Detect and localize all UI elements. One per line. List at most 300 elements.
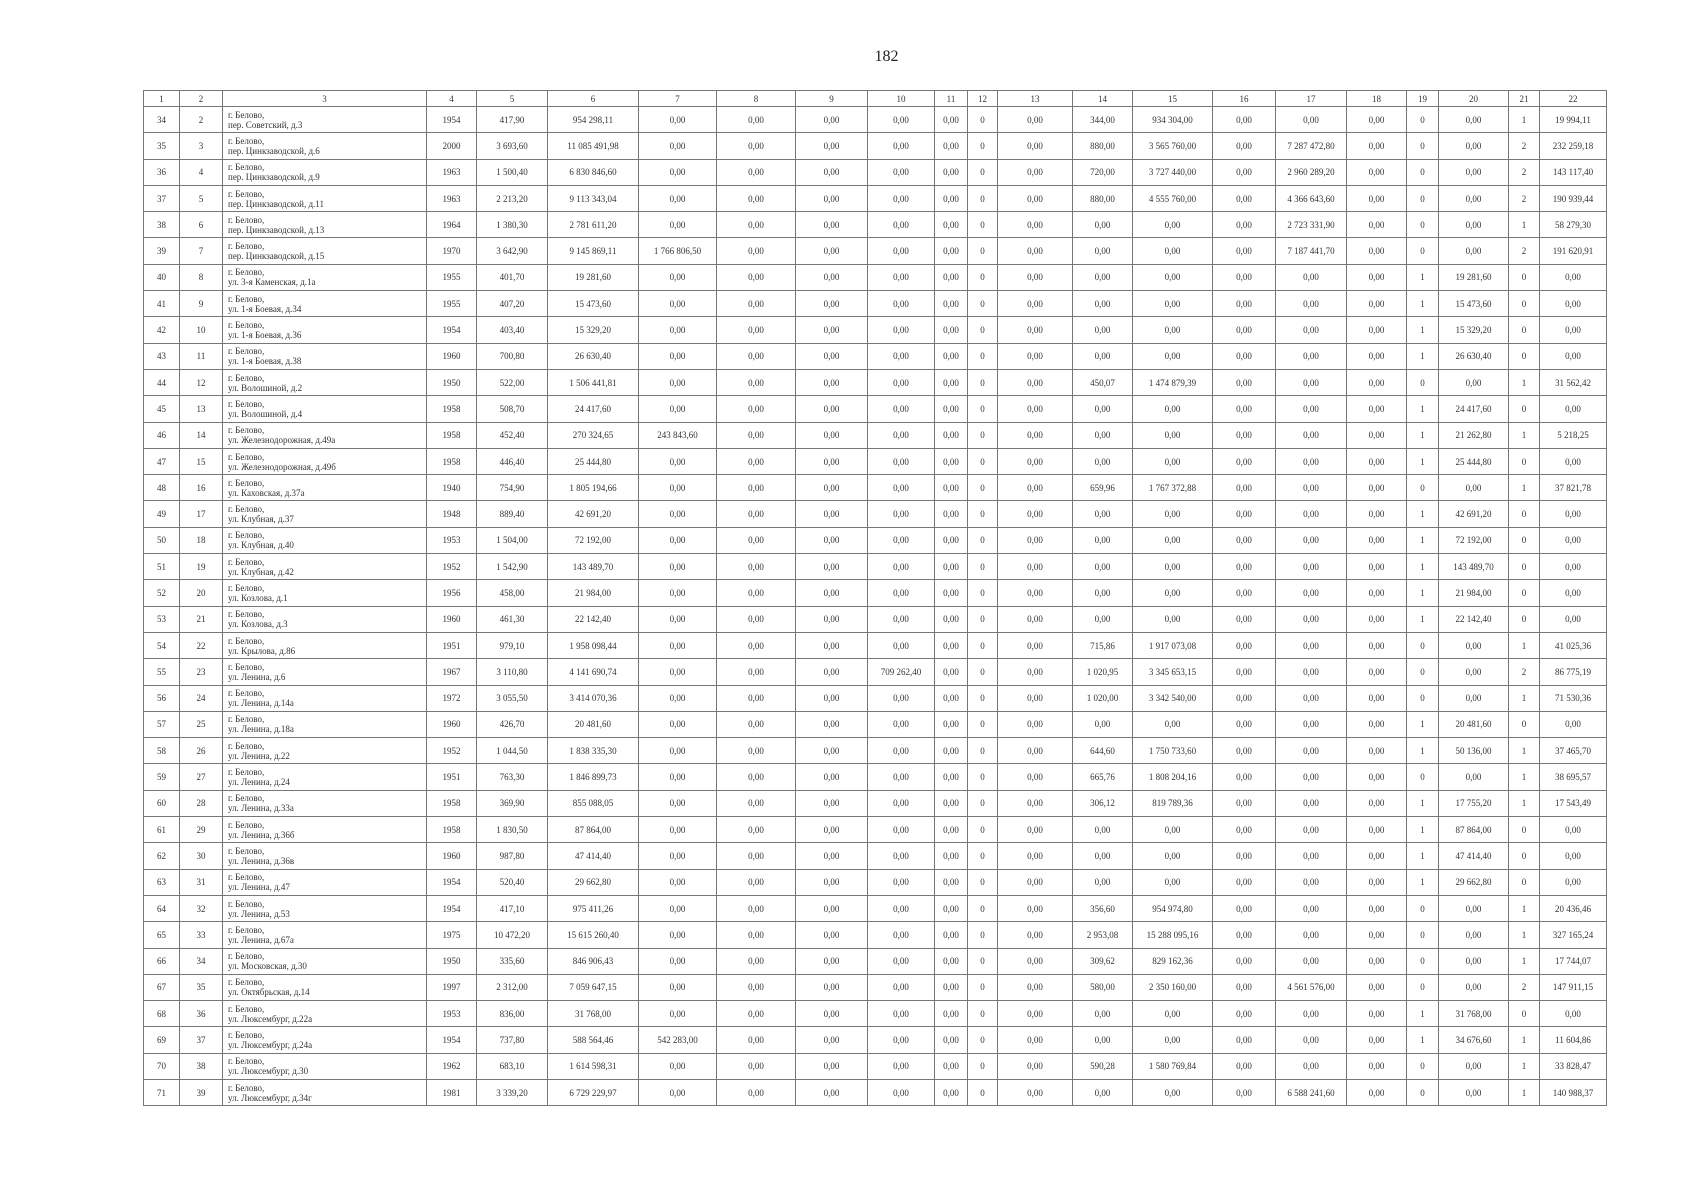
table-cell-col-21: 0 [1509,396,1540,422]
table-cell-col-5: 1 504,00 [477,527,548,553]
column-number-header: 14 [1073,91,1133,107]
table-cell-col-14: 0,00 [1073,817,1133,843]
table-cell-col-1: 53 [144,606,180,632]
table-cell-col-8: 0,00 [717,1079,796,1105]
table-cell-col-12: 0 [968,1027,998,1053]
table-cell-col-20: 24 417,60 [1439,396,1509,422]
table-cell-col-15: 0,00 [1133,501,1213,527]
address-cell [223,1053,427,1079]
table-row [144,659,1607,685]
table-cell-col-6: 9 113 343,04 [548,185,639,211]
table-cell-col-13: 0,00 [998,738,1073,764]
table-cell-col-7: 0,00 [639,790,717,816]
table-cell-col-17: 0,00 [1276,948,1347,974]
table-cell-col-17: 0,00 [1276,632,1347,658]
table-cell-col-19: 0 [1407,107,1439,133]
address-cell [223,238,427,264]
table-cell-col-18: 0,00 [1347,606,1407,632]
table-cell-col-21: 0 [1509,817,1540,843]
table-cell-col-20: 0,00 [1439,107,1509,133]
table-cell-col-22: 0,00 [1540,843,1607,869]
table-cell-col-8: 0,00 [717,974,796,1000]
table-cell-col-9: 0,00 [796,948,868,974]
table-cell-col-15: 0,00 [1133,843,1213,869]
table-cell-col-14: 0,00 [1073,317,1133,343]
table-cell-col-12: 0 [968,580,998,606]
address-city: г. Белово, [228,793,265,804]
table-cell-col-5: 401,70 [477,264,548,290]
table-cell-col-22: 0,00 [1540,1001,1607,1027]
address-street: пер. Цинкзаводской, д.9 [228,172,320,183]
table-cell-col-6: 4 141 690,74 [548,659,639,685]
table-cell-col-6: 270 324,65 [548,422,639,448]
table-cell-col-5: 452,40 [477,422,548,448]
table-cell-col-18: 0,00 [1347,659,1407,685]
table-cell-col-9: 0,00 [796,133,868,159]
table-cell-col-17: 0,00 [1276,711,1347,737]
table-cell-col-13: 0,00 [998,948,1073,974]
address-street: ул. Железнодорожная, д.49а [228,435,336,446]
table-cell-col-20: 25 444,80 [1439,448,1509,474]
table-cell-col-14: 0,00 [1073,212,1133,238]
table-cell-col-17: 7 187 441,70 [1276,238,1347,264]
table-cell-col-10: 0,00 [868,1053,935,1079]
address-city: г. Белово, [228,609,265,620]
table-cell-col-10: 0,00 [868,738,935,764]
table-cell-col-7: 0,00 [639,922,717,948]
table-cell-col-9: 0,00 [796,212,868,238]
table-cell-col-12: 0 [968,922,998,948]
address-city: г. Белово, [228,1030,265,1041]
address-city: г. Белово, [228,951,265,962]
table-cell-col-12: 0 [968,685,998,711]
table-cell-col-19: 0 [1407,1053,1439,1079]
address-cell [223,817,427,843]
table-cell-col-5: 889,40 [477,501,548,527]
table-cell-col-2: 23 [180,659,223,685]
table-cell-col-15: 829 162,36 [1133,948,1213,974]
column-number-header: 20 [1439,91,1509,107]
table-cell-col-2: 31 [180,869,223,895]
table-cell-col-15: 0,00 [1133,711,1213,737]
table-cell-col-22: 37 821,78 [1540,475,1607,501]
table-cell-col-8: 0,00 [717,317,796,343]
table-cell-col-21: 0 [1509,869,1540,895]
table-cell-col-5: 3 339,20 [477,1079,548,1105]
table-cell-col-19: 1 [1407,790,1439,816]
address-city: г. Белово, [228,582,265,593]
table-cell-col-9: 0,00 [796,974,868,1000]
table-cell-col-16: 0,00 [1213,291,1276,317]
table-row [144,948,1607,974]
table-cell-col-2: 34 [180,948,223,974]
table-cell-col-20: 0,00 [1439,659,1509,685]
table-cell-col-1: 60 [144,790,180,816]
table-cell-col-18: 0,00 [1347,212,1407,238]
table-cell-col-15: 0,00 [1133,317,1213,343]
table-row [144,922,1607,948]
address-street: ул. Ленина, д.47 [228,882,290,893]
table-cell-col-18: 0,00 [1347,895,1407,921]
table-cell-col-9: 0,00 [796,185,868,211]
table-cell-col-6: 855 088,05 [548,790,639,816]
table-cell-col-6: 20 481,60 [548,711,639,737]
table-cell-col-9: 0,00 [796,554,868,580]
table-cell-col-22: 0,00 [1540,580,1607,606]
address-street: ул. Клубная, д.37 [228,514,294,525]
address-street: ул. Ленина, д.53 [228,908,290,919]
table-cell-col-9: 0,00 [796,869,868,895]
table-cell-col-10: 0,00 [868,922,935,948]
table-cell-col-6: 9 145 869,11 [548,238,639,264]
table-cell-col-17: 0,00 [1276,554,1347,580]
table-cell-col-16: 0,00 [1213,554,1276,580]
table-cell-col-15: 0,00 [1133,817,1213,843]
table-cell-col-5: 754,90 [477,475,548,501]
table-cell-col-8: 0,00 [717,396,796,422]
table-cell-col-7: 0,00 [639,343,717,369]
table-cell-col-2: 17 [180,501,223,527]
table-cell-col-16: 0,00 [1213,738,1276,764]
table-cell-col-7: 0,00 [639,185,717,211]
table-cell-col-19: 1 [1407,738,1439,764]
table-cell-col-2: 4 [180,159,223,185]
address-street: пер. Цинкзаводской, д.6 [228,145,320,156]
table-cell-col-17: 0,00 [1276,475,1347,501]
table-cell-col-16: 0,00 [1213,1027,1276,1053]
table-cell-col-18: 0,00 [1347,185,1407,211]
table-cell-col-18: 0,00 [1347,1053,1407,1079]
column-number-header: 10 [868,91,935,107]
table-cell-col-20: 0,00 [1439,764,1509,790]
table-cell-col-6: 42 691,20 [548,501,639,527]
table-cell-col-11: 0,00 [935,974,968,1000]
address-street: ул. Ленина, д.14а [228,698,294,709]
table-cell-col-15: 4 555 760,00 [1133,185,1213,211]
address-city: г. Белово, [228,135,265,146]
table-cell-col-21: 0 [1509,343,1540,369]
address-cell [223,527,427,553]
table-cell-col-20: 0,00 [1439,159,1509,185]
table-cell-col-12: 0 [968,317,998,343]
table-cell-col-21: 0 [1509,264,1540,290]
housing-data-table [143,90,1607,1106]
table-cell-col-16: 0,00 [1213,632,1276,658]
address-street: ул. Ленина, д.22 [228,750,290,761]
table-cell-col-9: 0,00 [796,317,868,343]
table-cell-col-20: 34 676,60 [1439,1027,1509,1053]
table-cell-col-1: 34 [144,107,180,133]
table-cell-col-7: 0,00 [639,580,717,606]
table-cell-col-22: 38 695,57 [1540,764,1607,790]
table-cell-col-6: 25 444,80 [548,448,639,474]
table-cell-col-7: 0,00 [639,1001,717,1027]
table-cell-col-9: 0,00 [796,527,868,553]
table-cell-col-14: 0,00 [1073,580,1133,606]
column-number-header: 11 [935,91,968,107]
table-cell-col-7: 0,00 [639,764,717,790]
address-city: г. Белово, [228,845,265,856]
table-cell-col-21: 1 [1509,632,1540,658]
table-cell-col-10: 0,00 [868,501,935,527]
table-cell-col-6: 1 958 098,44 [548,632,639,658]
table-cell-col-12: 0 [968,133,998,159]
table-cell-col-17: 0,00 [1276,369,1347,395]
table-cell-col-16: 0,00 [1213,817,1276,843]
table-row [144,317,1607,343]
table-cell-col-10: 0,00 [868,238,935,264]
table-cell-col-13: 0,00 [998,527,1073,553]
table-cell-col-21: 0 [1509,580,1540,606]
table-cell-col-22: 0,00 [1540,448,1607,474]
table-cell-col-17: 0,00 [1276,396,1347,422]
table-cell-col-12: 0 [968,659,998,685]
table-cell-col-22: 5 218,25 [1540,422,1607,448]
table-cell-col-1: 36 [144,159,180,185]
table-cell-col-7: 0,00 [639,475,717,501]
table-cell-col-13: 0,00 [998,606,1073,632]
table-cell-col-20: 0,00 [1439,133,1509,159]
table-cell-col-19: 1 [1407,817,1439,843]
table-cell-col-18: 0,00 [1347,422,1407,448]
table-cell-col-6: 1 506 441,81 [548,369,639,395]
address-cell [223,1027,427,1053]
table-cell-col-17: 0,00 [1276,580,1347,606]
table-cell-col-12: 0 [968,107,998,133]
table-cell-col-1: 63 [144,869,180,895]
table-cell-col-6: 15 473,60 [548,291,639,317]
column-number-header: 12 [968,91,998,107]
table-cell-col-4: 1981 [427,1079,477,1105]
table-cell-col-13: 0,00 [998,475,1073,501]
table-cell-col-2: 32 [180,895,223,921]
table-cell-col-2: 14 [180,422,223,448]
table-cell-col-4: 1955 [427,291,477,317]
table-cell-col-13: 0,00 [998,317,1073,343]
table-cell-col-13: 0,00 [998,185,1073,211]
table-cell-col-6: 19 281,60 [548,264,639,290]
table-cell-col-1: 46 [144,422,180,448]
table-cell-col-9: 0,00 [796,580,868,606]
table-cell-col-7: 0,00 [639,212,717,238]
table-cell-col-18: 0,00 [1347,685,1407,711]
table-cell-col-20: 0,00 [1439,685,1509,711]
table-cell-col-19: 0 [1407,922,1439,948]
table-cell-col-7: 0,00 [639,843,717,869]
address-city: г. Белово, [228,425,265,436]
table-cell-col-5: 369,90 [477,790,548,816]
table-cell-col-11: 0,00 [935,369,968,395]
table-cell-col-9: 0,00 [796,369,868,395]
table-cell-col-5: 763,30 [477,764,548,790]
table-cell-col-9: 0,00 [796,422,868,448]
table-cell-col-14: 450,07 [1073,369,1133,395]
table-cell-col-5: 446,40 [477,448,548,474]
table-cell-col-17: 4 561 576,00 [1276,974,1347,1000]
table-cell-col-8: 0,00 [717,580,796,606]
table-cell-col-4: 1960 [427,343,477,369]
table-cell-col-1: 61 [144,817,180,843]
table-cell-col-5: 335,60 [477,948,548,974]
table-cell-col-1: 42 [144,317,180,343]
table-cell-col-8: 0,00 [717,554,796,580]
table-cell-col-16: 0,00 [1213,475,1276,501]
table-cell-col-5: 417,10 [477,895,548,921]
table-cell-col-17: 0,00 [1276,843,1347,869]
table-cell-col-14: 1 020,95 [1073,659,1133,685]
table-cell-col-20: 72 192,00 [1439,527,1509,553]
address-city: г. Белово, [228,109,265,120]
table-cell-col-21: 1 [1509,685,1540,711]
table-cell-col-21: 2 [1509,133,1540,159]
address-cell [223,922,427,948]
table-cell-col-16: 0,00 [1213,527,1276,553]
table-cell-col-20: 15 473,60 [1439,291,1509,317]
table-cell-col-12: 0 [968,738,998,764]
table-cell-col-7: 0,00 [639,738,717,764]
table-cell-col-16: 0,00 [1213,238,1276,264]
table-cell-col-4: 1954 [427,1027,477,1053]
table-cell-col-12: 0 [968,369,998,395]
table-cell-col-12: 0 [968,869,998,895]
table-cell-col-11: 0,00 [935,291,968,317]
table-cell-col-20: 42 691,20 [1439,501,1509,527]
table-cell-col-2: 29 [180,817,223,843]
table-cell-col-10: 0,00 [868,422,935,448]
table-cell-col-8: 0,00 [717,922,796,948]
table-cell-col-16: 0,00 [1213,790,1276,816]
table-cell-col-10: 0,00 [868,764,935,790]
address-cell [223,159,427,185]
table-row [144,790,1607,816]
table-cell-col-11: 0,00 [935,632,968,658]
table-cell-col-20: 26 630,40 [1439,343,1509,369]
address-cell [223,185,427,211]
table-cell-col-11: 0,00 [935,185,968,211]
table-cell-col-2: 30 [180,843,223,869]
table-cell-col-11: 0,00 [935,738,968,764]
table-cell-col-8: 0,00 [717,185,796,211]
table-cell-col-12: 0 [968,238,998,264]
table-cell-col-19: 0 [1407,369,1439,395]
table-cell-col-10: 0,00 [868,133,935,159]
table-cell-col-12: 0 [968,159,998,185]
table-cell-col-22: 0,00 [1540,869,1607,895]
table-cell-col-10: 0,00 [868,606,935,632]
table-cell-col-22: 0,00 [1540,317,1607,343]
table-cell-col-16: 0,00 [1213,369,1276,395]
table-cell-col-12: 0 [968,501,998,527]
table-cell-col-5: 683,10 [477,1053,548,1079]
table-cell-col-7: 1 766 806,50 [639,238,717,264]
table-cell-col-17: 0,00 [1276,107,1347,133]
table-cell-col-13: 0,00 [998,764,1073,790]
table-cell-col-1: 39 [144,238,180,264]
address-street: ул. Волошиной, д.2 [228,382,303,393]
table-cell-col-10: 0,00 [868,554,935,580]
table-cell-col-21: 0 [1509,317,1540,343]
table-cell-col-4: 1958 [427,396,477,422]
table-row [144,974,1607,1000]
table-cell-col-18: 0,00 [1347,1027,1407,1053]
table-cell-col-21: 2 [1509,974,1540,1000]
table-cell-col-16: 0,00 [1213,974,1276,1000]
table-cell-col-19: 0 [1407,895,1439,921]
table-cell-col-14: 0,00 [1073,1027,1133,1053]
table-cell-col-22: 0,00 [1540,343,1607,369]
table-cell-col-19: 1 [1407,448,1439,474]
table-cell-col-13: 0,00 [998,817,1073,843]
address-street: пер. Советский, д.3 [228,119,303,130]
table-cell-col-22: 17 543,49 [1540,790,1607,816]
table-cell-col-7: 243 843,60 [639,422,717,448]
address-city: г. Белово, [228,1056,265,1067]
table-cell-col-19: 1 [1407,1001,1439,1027]
table-cell-col-13: 0,00 [998,396,1073,422]
table-cell-col-9: 0,00 [796,1053,868,1079]
table-cell-col-20: 0,00 [1439,369,1509,395]
table-cell-col-13: 0,00 [998,133,1073,159]
table-cell-col-14: 715,86 [1073,632,1133,658]
address-cell [223,475,427,501]
table-cell-col-21: 0 [1509,448,1540,474]
table-cell-col-13: 0,00 [998,869,1073,895]
table-cell-col-14: 0,00 [1073,264,1133,290]
table-cell-col-11: 0,00 [935,685,968,711]
table-cell-col-5: 979,10 [477,632,548,658]
table-cell-col-20: 0,00 [1439,948,1509,974]
table-cell-col-22: 41 025,36 [1540,632,1607,658]
table-cell-col-4: 1956 [427,580,477,606]
table-cell-col-7: 0,00 [639,159,717,185]
address-street: ул. Козлова, д.1 [228,592,288,603]
table-cell-col-21: 2 [1509,159,1540,185]
table-cell-col-18: 0,00 [1347,264,1407,290]
address-cell [223,895,427,921]
table-cell-col-22: 0,00 [1540,527,1607,553]
table-row [144,501,1607,527]
table-cell-col-7: 0,00 [639,869,717,895]
address-cell [223,843,427,869]
table-row [144,527,1607,553]
table-cell-col-1: 48 [144,475,180,501]
address-cell [223,606,427,632]
table-cell-col-16: 0,00 [1213,448,1276,474]
table-cell-col-8: 0,00 [717,948,796,974]
table-cell-col-2: 25 [180,711,223,737]
table-cell-col-4: 1975 [427,922,477,948]
table-cell-col-10: 0,00 [868,396,935,422]
table-cell-col-19: 1 [1407,843,1439,869]
table-cell-col-2: 8 [180,264,223,290]
table-cell-col-20: 20 481,60 [1439,711,1509,737]
table-cell-col-15: 2 350 160,00 [1133,974,1213,1000]
table-cell-col-22: 37 465,70 [1540,738,1607,764]
table-cell-col-16: 0,00 [1213,1053,1276,1079]
table-cell-col-16: 0,00 [1213,107,1276,133]
table-cell-col-4: 1955 [427,264,477,290]
table-cell-col-2: 20 [180,580,223,606]
table-cell-col-20: 87 864,00 [1439,817,1509,843]
table-cell-col-17: 0,00 [1276,922,1347,948]
table-cell-col-18: 0,00 [1347,764,1407,790]
table-cell-col-2: 15 [180,448,223,474]
table-row [144,711,1607,737]
table-cell-col-12: 0 [968,527,998,553]
table-cell-col-12: 0 [968,475,998,501]
table-cell-col-11: 0,00 [935,764,968,790]
table-cell-col-16: 0,00 [1213,422,1276,448]
